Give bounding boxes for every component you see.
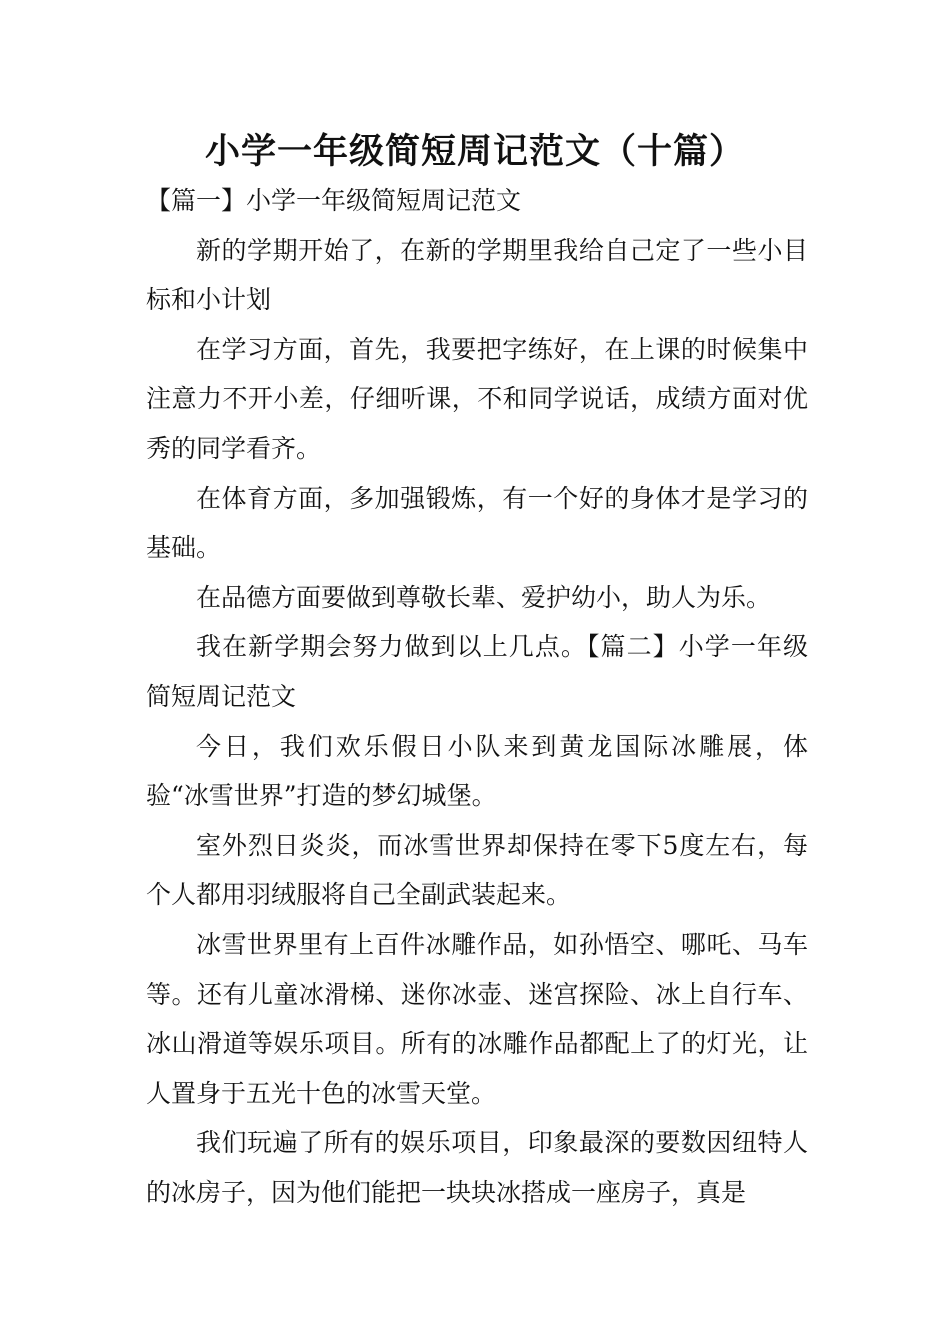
paragraph: 冰雪世界里有上百件冰雕作品，如孙悟空、哪吒、马车等。还有儿童冰滑梯、迷你冰壶、迷宫探险、冰上自行车、冰山滑道等娱乐项目。所有的冰雕作品都配上了的灯光，让人置身于五光十色的冰雪天堂。 [146, 929, 808, 1108]
section-heading-1: 【篇一】小学一年级简短周记范文 [146, 186, 522, 215]
paragraph: 在体育方面，多加强锻炼，有一个好的身体才是学习的基础。 [146, 483, 808, 563]
paragraph: 在品德方面要做到尊敬长辈、爱护幼小，助人为乐。 [196, 582, 772, 612]
paragraph: 我在新学期会努力做到以上几点。【篇二】小学一年级简短周记范文 [146, 632, 808, 711]
paragraph: 我们玩遍了所有的娱乐项目，印象最深的要数因纽特人的冰房子，因为他们能把一块块冰搭成一座房子，真是 [146, 1128, 808, 1207]
paragraph: 室外烈日炎炎，而冰雪世界却保持在零下5度左右，每个人都用羽绒服将自己全副武装起来。 [146, 830, 808, 910]
paragraph: 新的学期开始了，在新的学期里我给自己定了一些小目标和小计划 [146, 235, 808, 315]
document-title: 小学一年级简短周记范文（十篇） [204, 132, 745, 172]
paragraph: 在学习方面，首先，我要把字练好，在上课的时候集中注意力不开小差，仔细听课，不和同学说话，成绩方面对优秀的同学看齐。 [146, 334, 808, 463]
document-body [146, 176, 808, 1217]
paragraph: 今日，我们欢乐假日小队来到黄龙国际冰雕展，体验“冰雪世界”打造的梦幻城堡。 [146, 731, 808, 811]
